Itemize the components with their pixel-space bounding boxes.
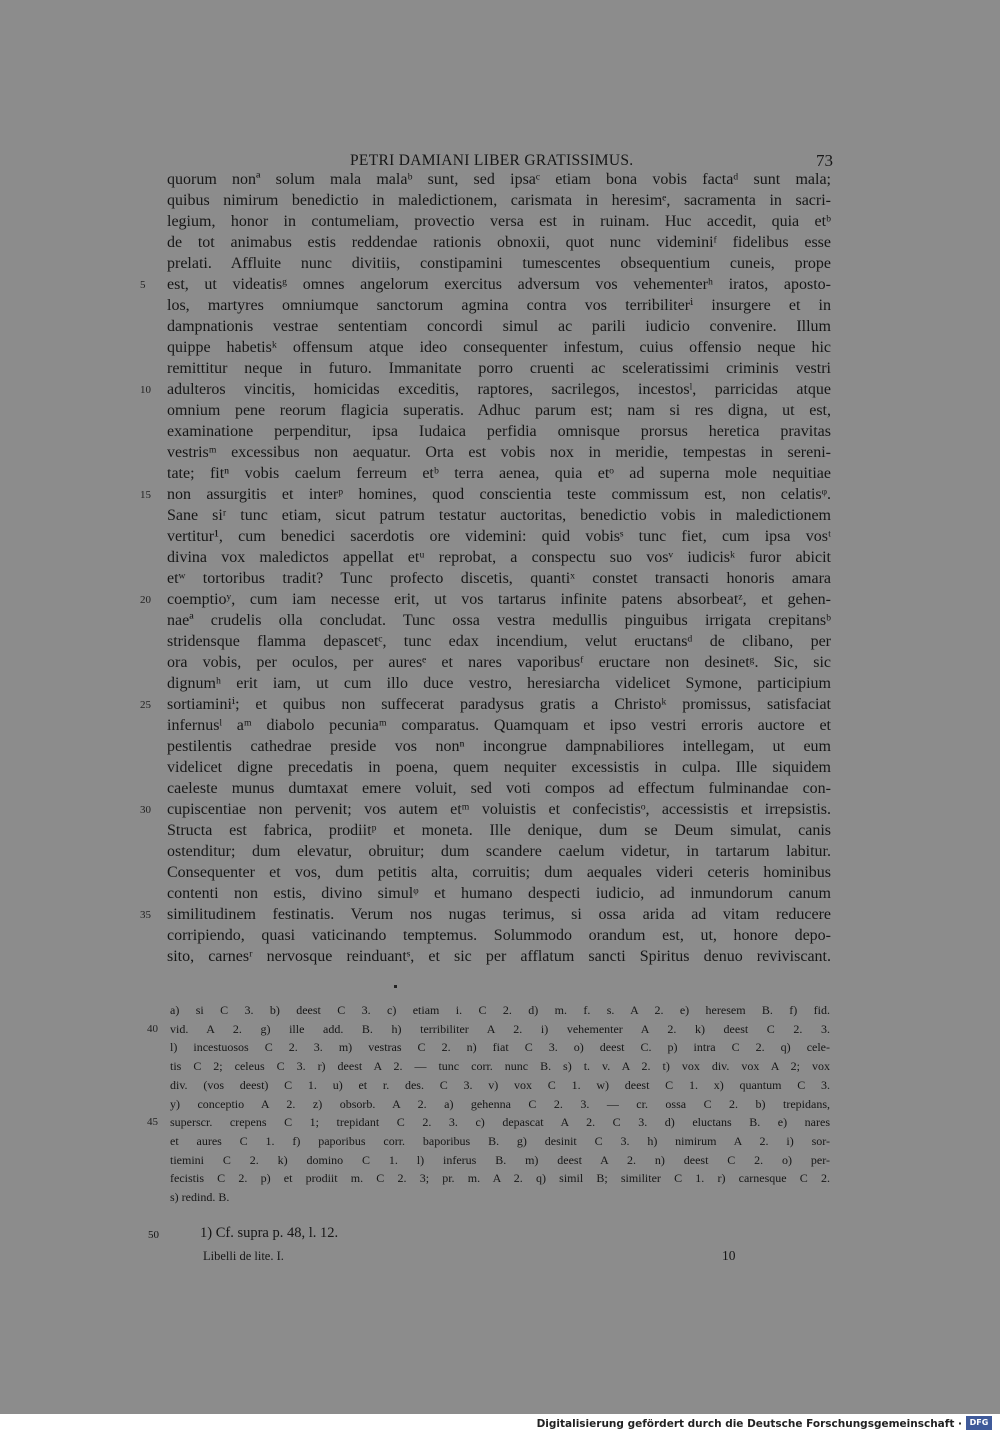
body-line: non assurgitis et interᵖ homines, quod conscientia teste commissum est, non celatisᵠ.	[167, 486, 831, 503]
body-line: sortiaminiⁱ; et quibus non suffecerat paradysus gratis a Christoᵏ promissus, satisfaciat	[167, 696, 831, 713]
body-line: pestilentis cathedrae preside vos nonⁿ incongrue dampnabiliores intellegam, ut eum	[167, 738, 831, 755]
note-line: a) si C 3. b) deest C 3. c) etiam i. C 2. d) m. f. s. A 2. e) heresem B. f) fid.	[170, 1003, 830, 1017]
body-line: remittitur neque in futuro. Immanitate porro cruenti ac sceleratissimi criminis vestri	[167, 360, 831, 377]
body-line: Sane siʳ tunc etiam, sicut patrum testatur auctoritas, benedictio vobis in maledictionem	[167, 507, 831, 524]
note-line: tiemini C 2. k) domino C 1. l) inferus B. m) deest A 2. n) deest C 2. o) per-	[170, 1152, 830, 1167]
note-line: s) redind. B.	[170, 1190, 230, 1204]
body-line: omnium pene reorum flagicia superatis. Adhuc parum est; nam si res digna, ut est,	[167, 402, 831, 419]
body-line: vestrisᵐ excessibus non aequatur. Orta est vobis nox in meridie, tempestas in sereni-	[167, 444, 831, 461]
line-number: 25	[140, 699, 151, 711]
dfg-logo: DFG	[966, 1416, 992, 1430]
body-line: tate; fitⁿ vobis caelum ferreum etᵇ terra aenea, quia etᵒ ad superna mole nequitiae	[167, 465, 831, 482]
note-line: l) incestuosos C 2. 3. m) vestras C 2. n) fiat C 3. o) deest C. p) intra C 2. q) cele-	[170, 1040, 830, 1055]
footnote-line-number: 50	[148, 1229, 159, 1241]
signature-mark: Libelli de lite. I.	[203, 1249, 284, 1263]
body-line: dignumʰ erit iam, ut cum illo duce vestro, heresiarcha videlicet Symone, participium	[167, 675, 831, 692]
body-line: ostenditur; dum elevatur, obruitur; dum scandere caelum videtur, in tartarum labitur.	[167, 843, 831, 860]
line-number: 10	[140, 384, 151, 396]
body-line: adulteros vincitis, homicidas exceditis, raptores, sacrilegos, incestosˡ, parricidas atque	[167, 381, 831, 398]
note-line: superscr. crepens C 1; trepidant C 2. 3. c) depascat A 2. C 3. d) eluctans B. e) nares	[170, 1115, 830, 1130]
line-number: 20	[140, 594, 151, 606]
body-line: vertitur¹, cum benedici sacerdotis ore videmini: quid vobisˢ tunc fiet, cum ipsa vosᵗ	[167, 528, 831, 545]
page-number: 73	[816, 151, 833, 170]
note-line-number: 40	[147, 1023, 158, 1035]
body-line: quibus nimirum benedictio in maledictionem, carismata in heresimᵉ, sacramenta in sacri-	[167, 192, 831, 209]
body-line: videlicet digne precedatis in poena, quem nequiter excessistis in culpa. Ille siquidem	[167, 759, 831, 776]
note-line: div. (vos deest) C 1. u) et r. des. C 3. v) vox C 1. w) deest C 1. x) quantum C 3.	[170, 1077, 830, 1092]
line-number: 5	[140, 279, 146, 291]
body-line: etʷ tortoribus tradit? Tunc profecto discetis, quantiˣ constet transacti honoris amara	[167, 570, 831, 587]
body-line: cupiscentiae non pervenit; vos autem etᵐ voluistis et confecistisᵒ, accessistis et irrepsistis.	[167, 801, 831, 818]
note-line: fecistis C 2. p) et prodiit m. C 2. 3; pr. m. A 2. q) simil B; similiter C 1. r) carnesque C 2.	[170, 1171, 830, 1186]
body-line: Structa est fabrica, prodiitᵖ et moneta. Ille denique, dum se Deum simulat, canis	[167, 822, 831, 839]
body-line: est, ut videatisᵍ omnes angelorum exercitus adversum vos vehementerʰ iratos, aposto-	[167, 276, 831, 293]
line-number: 15	[140, 489, 151, 501]
body-line: coemptioʸ, cum iam necesse erit, ut vos tartarus infinite patens absorbeatᶻ, et gehen-	[167, 591, 831, 608]
note-line: y) conceptio A 2. z) obsorb. A 2. a) gehenna C 2. 3. — cr. ossa C 2. b) trepidans,	[170, 1096, 830, 1111]
body-line: infernusˡ aᵐ diabolo pecuniaᵐ comparatus. Quamquam et ipso vestri erroris auctore et	[167, 717, 831, 734]
note-line-number: 45	[147, 1116, 158, 1128]
note-line: tis C 2; celeus C 3. r) deest A 2. — tunc corr. nunc B. s) t. v. A 2. t) vox div. vox A 2; vox	[170, 1059, 830, 1074]
body-line: corripiendo, quasi vaticinando temptemus. Solummodo orandum est, ut, honore depo-	[167, 927, 831, 944]
body-line: stridensque flamma depascetᶜ, tunc edax incendium, velut eructansᵈ de clibano, per	[167, 633, 831, 650]
body-line: dampnationis vestrae sententiam concordi simul ac parili iudicio convenire. Illum	[167, 318, 831, 335]
body-line: legium, honor in contumeliam, provectio versa est in ruinam. Huc accedit, quia etᵇ	[167, 213, 831, 230]
body-line: contenti non estis, divino simulᵠ et humano despecti iudicio, ad inmundorum canum	[167, 885, 831, 902]
note-line: vid. A 2. g) ille add. B. h) terribiliter A 2. i) vehementer A 2. k) deest C 2. 3.	[170, 1021, 830, 1036]
body-line: quorum nonª solum mala malaᵇ sunt, sed ipsaᶜ etiam bona vobis factaᵈ sunt mala;	[167, 171, 831, 188]
running-header: PETRI DAMIANI LIBER GRATISSIMUS.	[350, 152, 634, 169]
line-number: 30	[140, 804, 151, 816]
body-line: de tot animabus estis reddendae rationis obnoxii, quot nunc videminiᶠ fidelibus esse	[167, 234, 831, 251]
body-line: caeleste munus dumtaxat emere voluit, sed voti compos ad effectum fulminandae con-	[167, 780, 831, 797]
body-line: ora vobis, per oculos, per auresᵉ et nares vaporibusᶠ eructare non desinetᵍ. Sic, sic	[167, 654, 831, 671]
separator-mark	[394, 985, 397, 988]
note-line: et aures C 1. f) paporibus corr. baporibus B. g) desinit C 3. h) nimirum A 2. i) sor-	[170, 1133, 830, 1148]
body-line: quippe habetisᵏ offensum atque ideo consequenter infestum, cuius offensio neque hic	[167, 339, 831, 356]
body-line: naeª crudelis olla concludat. Tunc ossa vestra medullis pinguibus irrigata crepitansᵇ	[167, 612, 831, 629]
line-number: 35	[140, 909, 151, 921]
body-line: examinatione perpenditur, ipsa Iudaica perfidia omnisque prorsus heretica pravitas	[167, 423, 831, 440]
body-line: sito, carnesʳ nervosque reinduantˢ, et sic per afflatum sancti Spiritus denuo reviviscant.	[167, 948, 831, 965]
body-line: Consequenter et vos, dum petitis alta, corruitis; dum aequales videri ceteris hominibus	[167, 864, 831, 881]
signature-number: 10	[722, 1248, 736, 1263]
body-line: los, martyres omniumque sanctorum agmina contra vos terribiliterⁱ insurgere et in	[167, 297, 831, 314]
body-line: divina vox maledictos appellat etᵘ reprobat, a conspectu suo vosᵛ iudicisᵏ furor abicit	[167, 549, 831, 566]
body-line: prelati. Affluite nunc divitiis, constipamini tumescentes obsequentium cuneis, prope	[167, 255, 831, 272]
footnote: 1) Cf. supra p. 48, l. 12.	[200, 1225, 339, 1241]
body-line: similitudinem festinatis. Verum nos nugas terimus, si ossa arida ad vitam reducere	[167, 906, 831, 923]
footer-credit: Digitalisierung gefördert durch die Deutsche Forschungsgemeinschaft ·	[536, 1418, 962, 1430]
